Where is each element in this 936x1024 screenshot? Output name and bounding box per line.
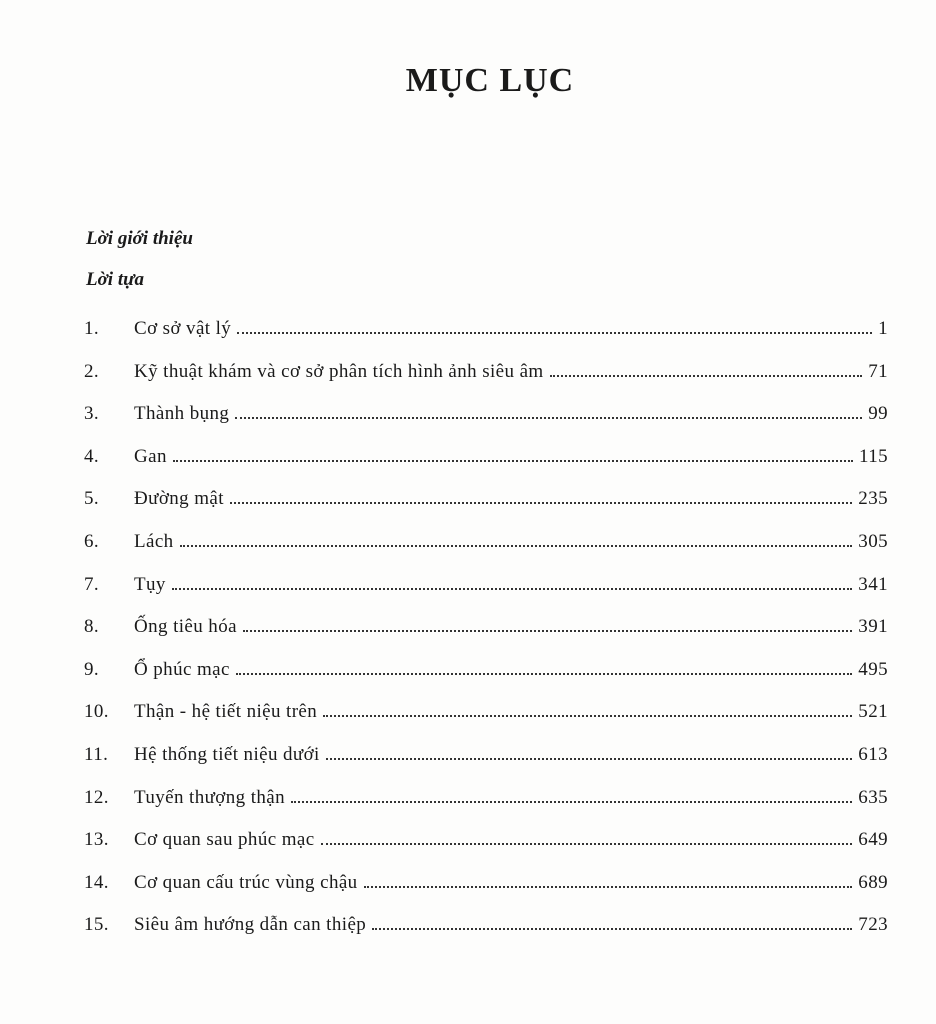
toc-number: 14. [84, 871, 109, 893]
front-matter-preface: Lời tựa [86, 269, 144, 290]
toc-number: 15. [84, 914, 109, 936]
dot-leader [291, 801, 852, 803]
toc-label: Tụy [134, 573, 166, 595]
toc-entry [84, 659, 888, 702]
toc-entry [84, 829, 888, 872]
toc-label: Cơ quan sau phúc mạc [134, 829, 315, 851]
toc-number: 6. [84, 530, 100, 552]
toc-number: 3. [84, 403, 100, 425]
toc-number: 8. [84, 616, 100, 638]
toc-entry [84, 488, 888, 531]
toc-number: 10. [84, 701, 109, 723]
toc-number: 5. [84, 488, 100, 510]
dot-leader [180, 545, 853, 547]
toc-entry [84, 701, 888, 744]
toc-entry [84, 787, 888, 830]
toc-entry [84, 361, 888, 404]
toc-page: 689 [858, 871, 888, 893]
toc-label: Gan [134, 445, 167, 467]
dot-leader [372, 928, 852, 930]
toc-label: Ổ phúc mạc [134, 658, 230, 680]
toc-page: 495 [858, 658, 888, 680]
toc-number: 4. [84, 445, 100, 467]
toc-page: 1 [878, 318, 888, 339]
toc-entry [84, 574, 888, 617]
dot-leader [173, 460, 853, 462]
toc-label: Kỹ thuật khám và cơ sở phân tích hình ảnh siêu âm [134, 360, 544, 382]
toc-page: 613 [858, 743, 888, 765]
toc-entry [84, 446, 888, 489]
dot-leader [321, 843, 853, 845]
dot-leader [230, 502, 852, 504]
toc-label: Tuyến thượng thận [134, 786, 286, 808]
toc-number: 11. [84, 743, 109, 765]
toc-page: 99 [868, 403, 888, 425]
toc-page: 235 [858, 488, 888, 510]
toc-label: Cơ quan cấu trúc vùng chậu [134, 871, 358, 893]
front-matter-intro: Lời giới thiệu [86, 228, 193, 249]
toc-entry [84, 403, 888, 446]
toc-label: Hệ thống tiết niệu dưới [134, 743, 320, 765]
toc-page: 635 [858, 786, 888, 808]
toc-number: 13. [84, 829, 109, 851]
toc-label: Đường mật [134, 488, 224, 510]
page-title: MỤC LỤC [405, 62, 575, 99]
dot-leader [326, 758, 853, 760]
toc-number: 9. [84, 658, 100, 680]
toc-entry [84, 744, 888, 787]
dot-leader [237, 332, 872, 334]
table-of-contents [84, 318, 888, 957]
dot-leader [323, 715, 852, 717]
toc-page: 521 [858, 701, 888, 723]
toc-entry [84, 531, 888, 574]
toc-page: 391 [858, 616, 888, 638]
toc-label: Cơ sở vật lý [134, 318, 232, 339]
dot-leader [550, 375, 863, 377]
dot-leader [243, 630, 852, 632]
dot-leader [364, 886, 853, 888]
toc-number: 12. [84, 786, 109, 808]
toc-label: Lách [134, 530, 174, 552]
toc-page: 341 [858, 573, 888, 595]
toc-page: 723 [858, 914, 888, 936]
toc-page: 649 [858, 829, 888, 851]
toc-number: 1. [84, 318, 100, 339]
toc-entry [84, 914, 888, 957]
toc-page: 305 [858, 530, 888, 552]
toc-label: Thận - hệ tiết niệu trên [134, 701, 318, 723]
toc-page: 71 [868, 360, 888, 382]
dot-leader [172, 588, 852, 590]
toc-entry [84, 872, 888, 915]
toc-page: 115 [859, 445, 888, 467]
dot-leader [236, 673, 852, 675]
toc-entry [84, 318, 888, 361]
toc-entry [84, 616, 888, 659]
toc-number: 2. [84, 360, 100, 382]
dot-leader [235, 417, 862, 419]
toc-label: Thành bụng [134, 403, 230, 425]
toc-number: 7. [84, 573, 100, 595]
toc-label: Ống tiêu hóa [134, 616, 237, 638]
toc-label: Siêu âm hướng dẫn can thiệp [134, 914, 367, 936]
